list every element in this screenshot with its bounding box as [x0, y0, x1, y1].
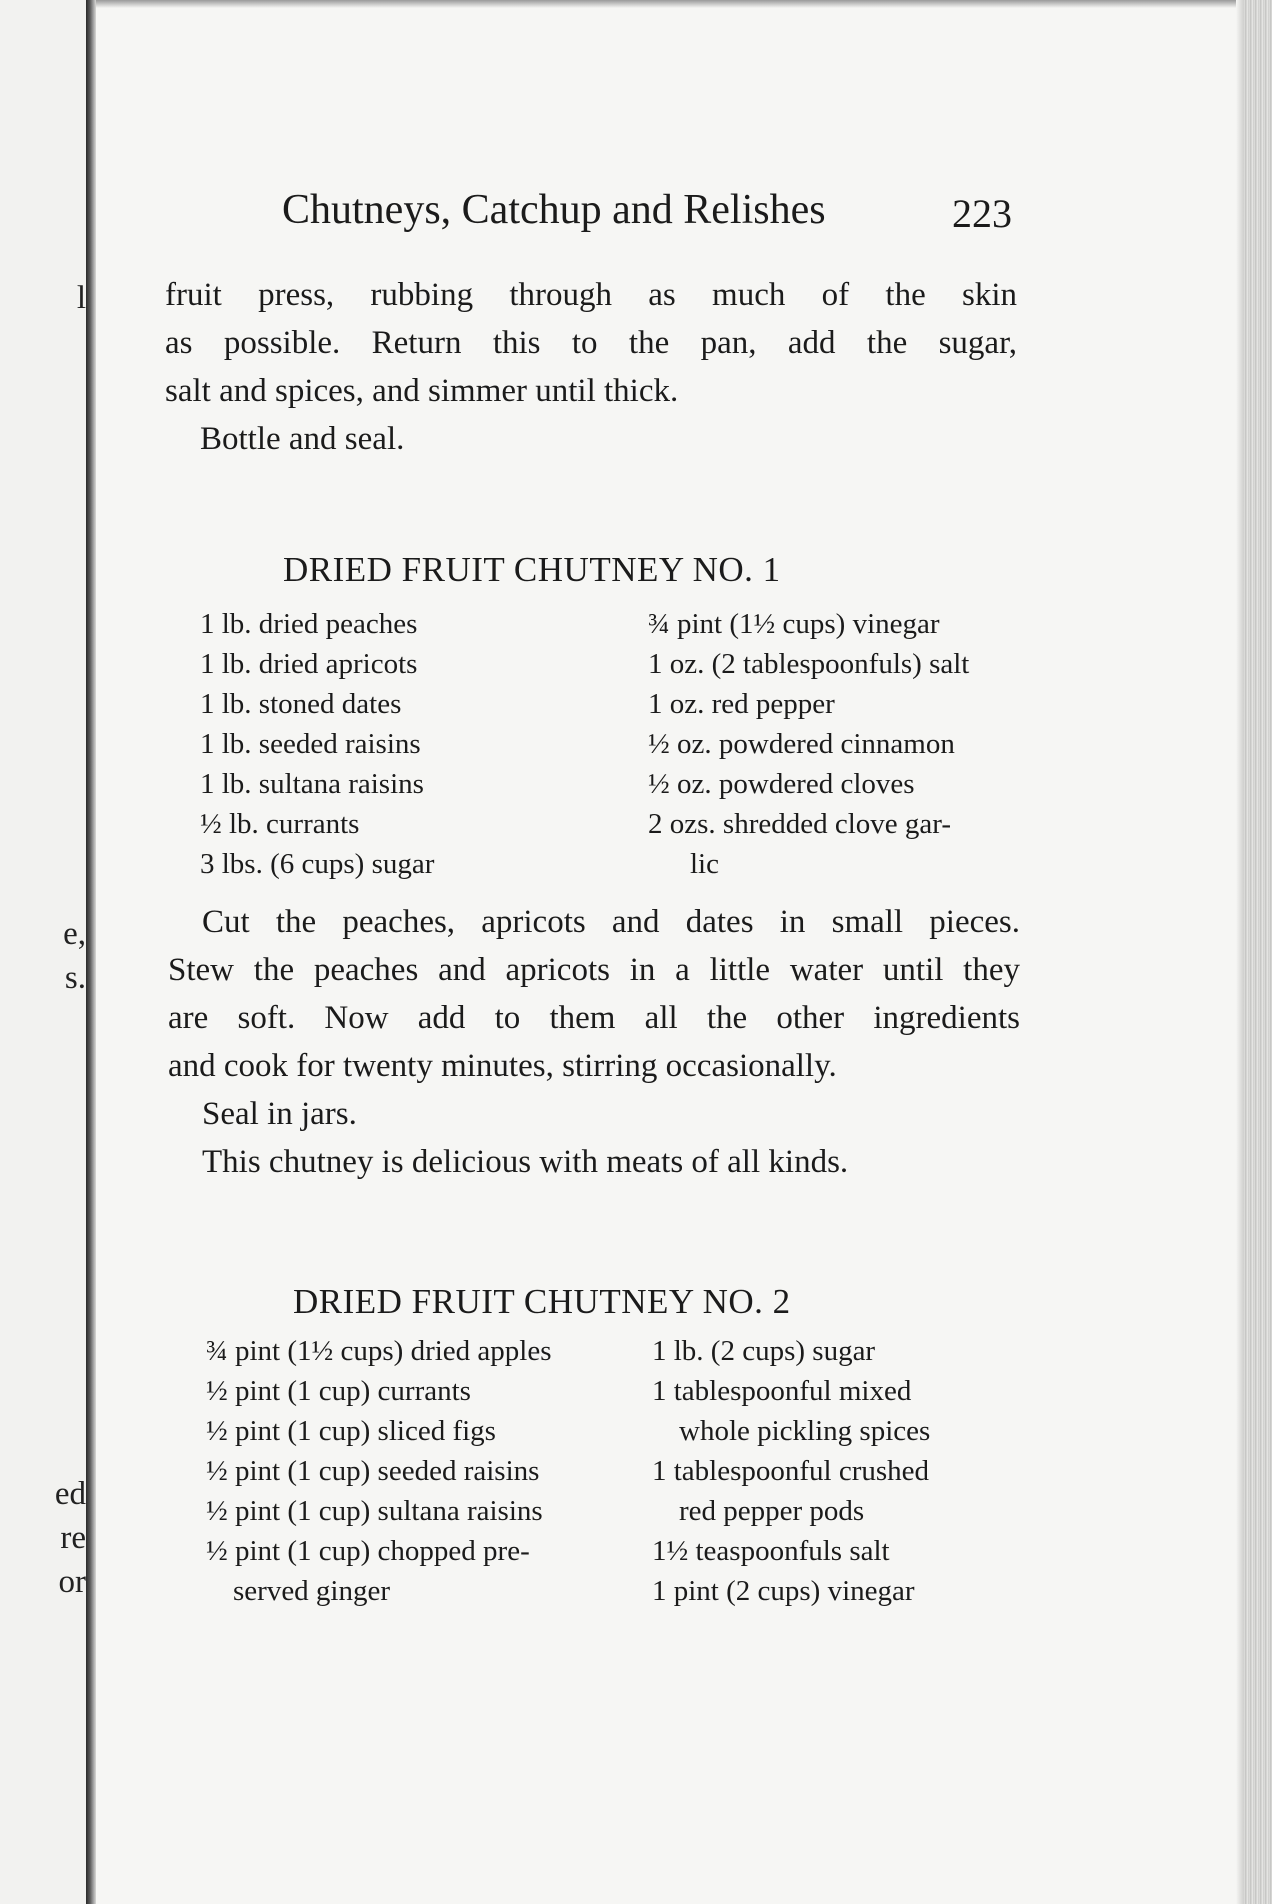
ingredient-item: ¾ pint (1½ cups) dried apples	[206, 1335, 552, 1367]
ingredient-item: 1 tablespoonful mixed	[652, 1375, 912, 1407]
previous-page-edge	[0, 0, 88, 1904]
ingredient-list-left-1	[200, 604, 434, 884]
ingredient-item: ½ pint (1 cup) chopped pre-	[206, 1535, 530, 1567]
ingredient-item: lic	[690, 848, 719, 880]
ingredient-item: 3 lbs. (6 cups) sugar	[200, 848, 435, 880]
page-number: 223	[952, 191, 1012, 236]
ingredient-item: 1 tablespoonful crushed	[652, 1455, 930, 1487]
paragraph-line: Cut the peaches, apricots and dates in small pieces.	[202, 904, 1020, 940]
ingredient-item: ½ lb. currants	[200, 808, 360, 840]
seal-line: Seal in jars.	[202, 1096, 357, 1132]
previous-page-fragment: ed	[54, 1476, 86, 1512]
previous-page-fragment: l	[76, 280, 86, 316]
ingredient-item: ½ pint (1 cup) seeded raisins	[206, 1455, 540, 1487]
ingredient-item: ¾ pint (1½ cups) vinegar	[648, 608, 940, 640]
ingredient-item: 1 lb. (2 cups) sugar	[652, 1335, 876, 1367]
paragraph-line: salt and spices, and simmer until thick.	[165, 373, 679, 409]
book-gutter	[86, 0, 96, 1904]
ingredient-item: 1 lb. dried peaches	[200, 608, 418, 640]
ingredient-item: ½ oz. powdered cloves	[648, 768, 915, 800]
ingredient-item: 1½ teaspoonfuls salt	[652, 1535, 890, 1567]
ingredient-item: 1 oz. red pepper	[648, 688, 835, 720]
ingredient-item: ½ pint (1 cup) currants	[206, 1375, 471, 1407]
ingredient-list-right-1	[648, 604, 969, 884]
ingredient-item: 1 lb. stoned dates	[200, 688, 402, 720]
ingredient-item: 1 lb. dried apricots	[200, 648, 418, 680]
ingredient-item: red pepper pods	[679, 1495, 865, 1527]
ingredient-item: whole pickling spices	[679, 1415, 931, 1447]
continuation-paragraph	[165, 271, 1017, 415]
ingredient-item: 1 lb. seeded raisins	[200, 728, 421, 760]
ingredient-list-right-2	[652, 1331, 930, 1611]
ingredient-item: ½ pint (1 cup) sliced figs	[206, 1415, 496, 1447]
previous-page-fragment: or	[58, 1564, 86, 1600]
previous-page-fragment: re	[60, 1520, 86, 1556]
ingredient-item: 1 lb. sultana raisins	[200, 768, 424, 800]
paragraph-line: and cook for twenty minutes, stirring occasionally.	[168, 1048, 837, 1084]
ingredient-item: ½ pint (1 cup) sultana raisins	[206, 1495, 543, 1527]
ingredient-item: served ginger	[233, 1575, 391, 1607]
running-title: Chutneys, Catchup and Relishes	[282, 187, 826, 233]
ingredient-list-left-2	[206, 1331, 552, 1611]
paragraph-line: fruit press, rubbing through as much of the skin	[165, 277, 1017, 313]
recipe-title-1: DRIED FRUIT CHUTNEY NO. 1	[283, 550, 781, 589]
serving-note: This chutney is delicious with meats of all kinds.	[202, 1144, 849, 1180]
ingredient-item: 1 pint (2 cups) vinegar	[652, 1575, 915, 1607]
ingredient-item: ½ oz. powdered cinnamon	[648, 728, 955, 760]
paragraph-line: are soft. Now add to them all the other ingredients	[168, 1000, 1020, 1036]
previous-page-fragment: s.	[64, 960, 86, 996]
ingredient-item: 1 oz. (2 tablespoonfuls) salt	[648, 648, 970, 680]
previous-page-fragment: e,	[63, 916, 86, 952]
ingredient-item: 2 ozs. shredded clove gar-	[648, 808, 951, 840]
page-edges	[1244, 0, 1272, 1904]
recipe-title-2: DRIED FRUIT CHUTNEY NO. 2	[293, 1282, 791, 1321]
paragraph-line: as possible. Return this to the pan, add the sugar,	[165, 325, 1017, 361]
method-paragraph-1	[168, 898, 1020, 1090]
page-top-shadow	[96, 0, 1272, 8]
paragraph-line: Stew the peaches and apricots in a little water until they	[168, 952, 1020, 988]
closing-line: Bottle and seal.	[200, 421, 405, 457]
